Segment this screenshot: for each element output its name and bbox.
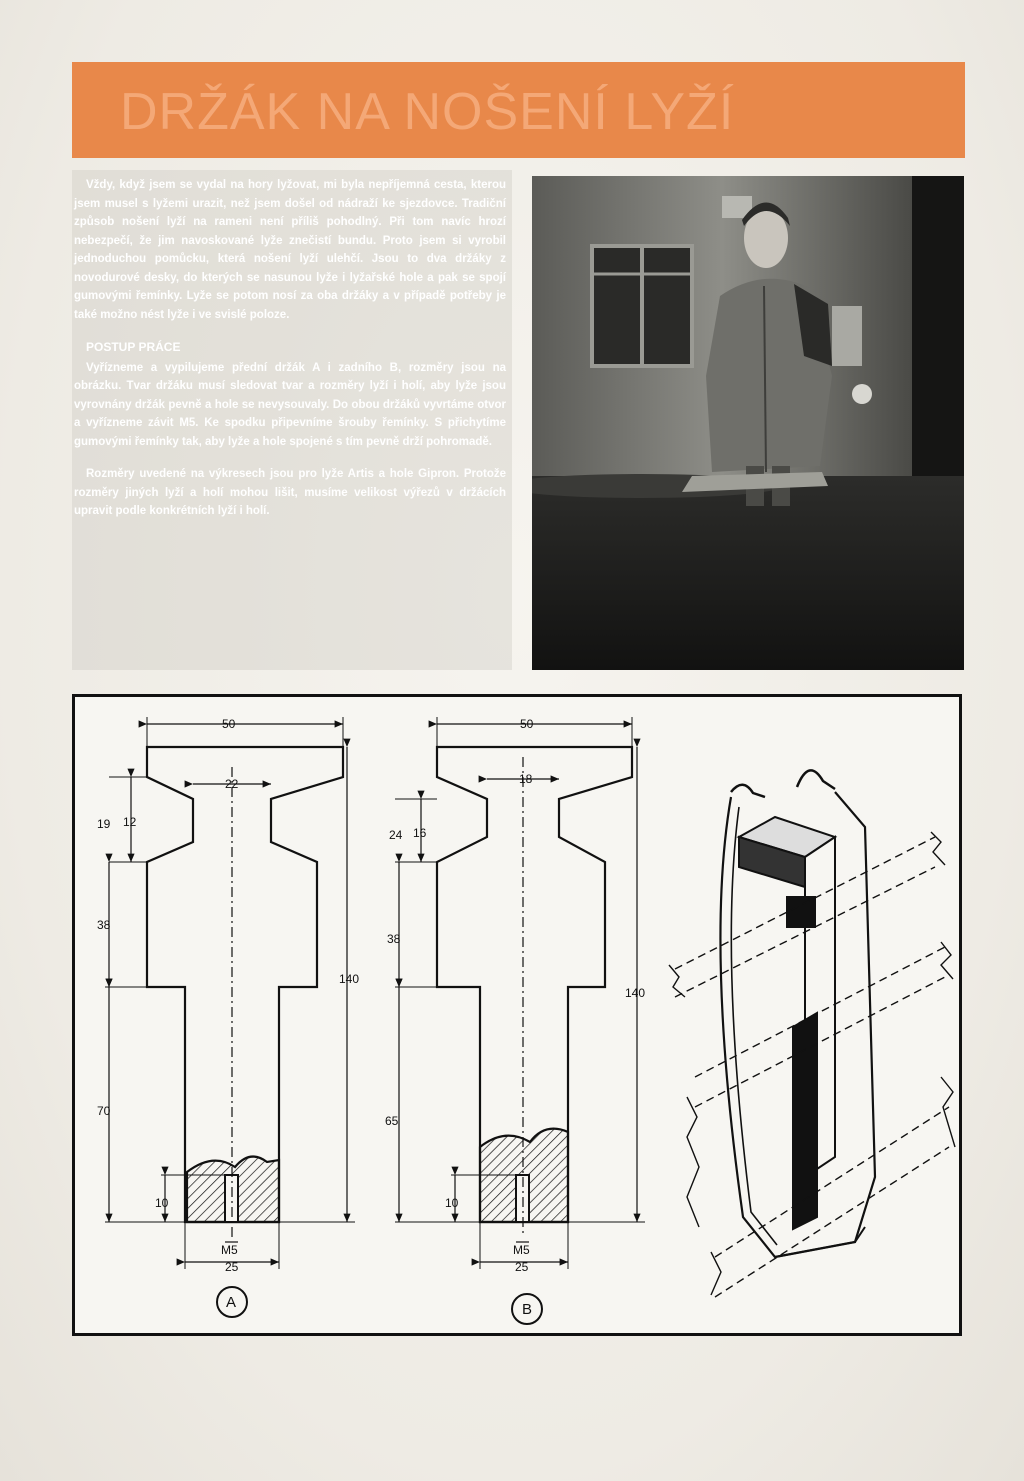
dim-b-total-height: 140 xyxy=(625,986,646,1000)
dim-a-upper-height: 38 xyxy=(97,918,111,932)
paragraph-dimensions: Rozměry uvedené na výkresech jsou pro lyže Artis a hole Gipron. Protože rozměry jiných lyží a holí mohou lišit, musíme velikost výřezů v držácích upravit podle konkrétních lyží i holí. xyxy=(74,468,506,517)
dim-b-top-width: 50 xyxy=(520,717,534,731)
photo-person-with-skis xyxy=(532,176,964,670)
dim-b-thread-depth: 10 xyxy=(445,1196,459,1210)
dim-b-base-width: 25 xyxy=(515,1260,529,1274)
dim-a-slot-width: 22 xyxy=(225,777,239,791)
dim-a-notch: 12 xyxy=(123,815,137,829)
article-body xyxy=(74,176,506,535)
dim-a-shoulder: 19 xyxy=(97,817,111,831)
dim-b-notch: 16 xyxy=(413,826,427,840)
article-title: DRŽÁK NA NOŠENÍ LYŽÍ xyxy=(120,83,735,141)
technical-drawing-frame xyxy=(72,694,962,1336)
dim-a-lower-height: 70 xyxy=(97,1104,111,1118)
paragraph-intro: Vždy, když jsem se vydal na hory lyžovat, mi byla nepříjemná cesta, kterou jsem musel s lyžemi urazit, než jsem došel od nádraží ke sjezdovce. Tradiční způsob nošení lyží na rameni není příliš pohodlný. Při tom navíc hrozí nebezpečí, že jim navoskované lyže znečistí bundu. Proto jsem si vyrobil jednoduchou pomůcku, která nošení lyží ulehčí. Jsou to dva držáky z novodurové desky, do kterých se nasunou lyže i lyžařské hole a pak se spojí gumovými řemínky. Lyže se potom nosí za oba držáky a v případě potřeby je také možno nést lyže i ve svislé poloze. xyxy=(74,179,506,321)
part-a-drawing xyxy=(105,717,355,1317)
technical-drawing xyxy=(75,697,959,1333)
part-b-label: B xyxy=(522,1301,533,1318)
dim-a-thread-depth: 10 xyxy=(155,1196,169,1210)
dim-b-thread: M5 xyxy=(513,1243,530,1257)
section-heading: POSTUP PRÁCE xyxy=(86,340,181,354)
dim-b-upper-height: 38 xyxy=(387,932,401,946)
part-b-drawing xyxy=(395,717,645,1324)
dim-a-base-width: 25 xyxy=(225,1260,239,1274)
ski-holder-assembly-sketch xyxy=(669,770,955,1297)
dim-b-slot-width: 18 xyxy=(519,772,533,786)
dim-a-thread: M5 xyxy=(221,1243,238,1257)
dim-b-lower-height: 65 xyxy=(385,1114,399,1128)
part-a-label: A xyxy=(226,1294,237,1311)
person-with-skis-photo xyxy=(532,176,964,670)
dim-b-shoulder: 24 xyxy=(389,828,403,842)
paragraph-procedure: Vyřízneme a vypilujeme přední držák A i zadního B, rozměry jsou na obrázku. Tvar držáku musí sledovat tvar a rozměry lyží i holí, aby lyže jsou vyrovnány držák pevně a hole se nevysouvaly. Do obou držáků vyvrtáme otvor a vyřízneme závit M5. Ke spodku připevníme šrouby řemínky. S přichytíme gumovými řemínky tak, aby lyže a hole spojené s tím pevně drží pohromadě. xyxy=(74,361,506,448)
dim-a-top-width: 50 xyxy=(222,717,236,731)
dim-a-total-height: 140 xyxy=(339,972,360,986)
